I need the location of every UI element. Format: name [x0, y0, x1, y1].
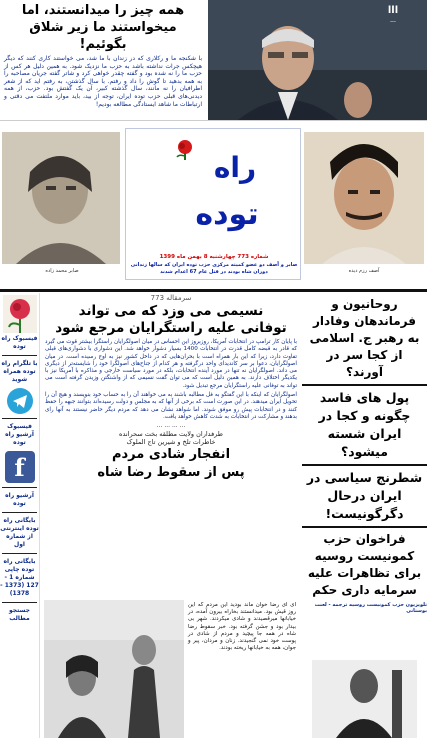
telegram-link-label[interactable]: با تلگرام راه توده همراه شوید — [1, 360, 38, 383]
rose-thumbnail-icon — [3, 295, 37, 333]
sidebar-divider-3 — [2, 487, 37, 488]
portrait-asef-image — [304, 132, 424, 264]
editorial-title-1[interactable]: نسیمی می وزد که می تواند — [78, 303, 264, 319]
editorial-body: با پایان کار ترامپ در انتخابات آمریکا، روزبروز این احساس در میان اصولگرایان راستگرا بیشتر قوت می گیرد که قادر به قبضه کامل قدرت در انتخابات 1400 بسیار دشوار خواهد شد. این دشواری با دشواری‌های قبلی تفاوت دارد، زیرا که این بار همراه است با بحران‌هایی که در داخل کشور نیز به اوج رسیده است. در میان اصولگرایان، دعوا بر سر کاندیدای واحد درگرفته و هر کدام از جناح‌های اصولگرا خود را شایسته‌تر از دیگری می داند. اصولگرایان نه تنها در مورد آینده انتخابات، بلکه در مورد سیاست خارجی و مذاکره با آمریکا نیز با یکدیگر اختلاف دارند. به همین دلیل است که می توان گفت نسیمی که از واشنگتن وزیدن گرفته است می تواند به توفانی علیه راستگرایان مرجع تبدیل شود. — [45, 339, 297, 389]
sidebar-divider-4 — [2, 512, 37, 513]
caption-left: صابر محمد زاده — [10, 265, 114, 277]
second-article-kicker-2: خاطرات تلخ و شیرین تاج الملوک — [126, 438, 216, 447]
editorial-body-2: اصولگرایان که اینکه با این گفتگو به فل مطالبه باشند به می خواهند آن را به حساب خود بنویسند و هیچ آن را تحویل ایران میدهند. در این صورت است که برخی از آنها که به مجلس و دولت رسیده‌اند بتوانند جبهه را حفظ کنند و در انتخابات پیش رو موفق شوند. اما شواهد نشان می دهد که مردم دیگر حاضر نیستند به آنها رای بدهند و مشارکت در انتخابات به شدت کاهش خواهد یافت. — [45, 392, 297, 420]
right-column-photo — [312, 660, 417, 738]
telegram-icon[interactable] — [7, 388, 33, 414]
editorial-title-2[interactable]: توفانی علیه راستگرایان مرجع شود — [55, 320, 287, 336]
facebook-archive-label[interactable]: فیسبوک آرشیو راه توده — [5, 423, 34, 446]
sidebar-divider-6 — [2, 602, 37, 603]
article-separator: ... ... ... ... — [156, 422, 186, 430]
second-article-title-2[interactable]: پس از سقوط رضا شاه — [97, 465, 245, 481]
facebook-icon[interactable]: f — [5, 451, 35, 483]
second-article-body: ای ای رضا خوان ماند بودید این مردم که این روز قیش بود. میدانستند بخاراه بیرون آمده، در خیابانها میرقصیدند و شادی میکردند. شهر بی بیدار بود و جشن گرفته بود. خبر سقوط رضا شاه در همه جا پیچید و مردم از شادی در پوست خود نمی گنجیدند. زنان و مردان، پیر و جوان، همه به خیابانها ریخته بودند. — [188, 602, 296, 652]
second-article-kicker: طرفداران ولایت مطلقه بخت سحرانده — [119, 430, 223, 439]
second-article-title-1[interactable]: انفجار شادی مردم — [111, 447, 231, 463]
historical-photo-image — [44, 600, 184, 738]
right-link-corrupt-money[interactable]: پول های فاسد چگونه و کجا در ایران شسته میشود؟ — [302, 386, 427, 466]
archive-print-link[interactable]: بایگانی راه توده چاپی شماره 1 - 127 (1373 - 1378) — [0, 558, 39, 597]
top-article-title-2[interactable]: میخواستند ما زیر شلاق بگوئیم! — [29, 20, 177, 52]
rose-thumbnail[interactable] — [3, 295, 37, 333]
telegram-plane-icon — [7, 388, 33, 414]
editorial-kicker: سرمقاله 773 — [150, 294, 192, 302]
historical-photo — [44, 600, 184, 738]
sidebar-divider-2 — [2, 418, 37, 419]
top-article — [0, 0, 206, 120]
video-channel-logo — [364, 4, 422, 26]
portrait-asef — [304, 132, 424, 264]
archive-numbers-link[interactable]: بایگانی راه توده اینترنتی از شماره اول — [0, 517, 39, 548]
right-link-russia-source: تلویزیون حزب کمونیست روسیه ترجمه - لعنت بوستانی — [314, 602, 427, 614]
facebook-link-1[interactable]: فیسبوک راه توده — [1, 335, 38, 350]
left-sidebar — [0, 293, 40, 738]
issue-subtitle: صابر و آصف دو عضو کمیته مرکزی حزب توده ایران که سالها زندانی دوران شاه بودند در قتل عام 67 اعدام شدند — [130, 262, 298, 275]
logo-text: ااا — [387, 5, 399, 16]
portrait-saber — [2, 132, 120, 264]
issue-number: شماره 773 چهارشنبه 8 بهمن ماه 1399 — [159, 254, 269, 260]
portrait-saber-image — [2, 132, 120, 264]
right-link-clerics[interactable]: روحانیون و فرماندهان وفادار به رهبر ج. اسلامی از کجا سر در آورند؟ — [302, 293, 427, 386]
section-divider — [0, 289, 427, 292]
right-photo-image — [312, 660, 417, 738]
logo-rah: راه — [213, 151, 257, 184]
right-link-russia-communist[interactable]: فراخوان حزب کمونیست روسیه برای تظاهرات علیه سرمایه داری حکم — [307, 532, 422, 597]
archive-link[interactable]: آرشیو راه توده — [5, 492, 34, 507]
top-article-body: با شکنجه ما و رکلاری که در زندان با ما شد، می خواستند کاری کنند که دیگر هیچکس جرات نداشته باشد به حزب ما نزدیک شود. به همین دلیل هر کس از حزب ما را نه شده بود و گفته چقدر خواهی کرد و شاتر گفته جریان مصاحبه را به همه بدهید تا گوش را داد و رفتم. با سال گذشتن، به رفتم اید که از شعر اطرافیان را نه مانند، سال گذشته کبیر، آن یک گفتش بود. حزب، از همه دیدنی‌های قبلی حزب توده ایران، توجه از بید، باید موارد ملتفت می دقتی و ارتباطات ما شاهد ایستادگی مطالعه بودیم! — [4, 55, 202, 108]
sidebar-divider-5 — [2, 553, 37, 554]
sidebar-divider — [2, 355, 37, 356]
top-article-title-1[interactable]: همه چیز را میدانستند، اما — [21, 3, 185, 18]
logo-sub: ... — [390, 18, 396, 24]
search-link[interactable]: جستجو مطالب — [9, 607, 30, 622]
logo-tudeh: توده — [195, 197, 259, 232]
right-link-political-chess[interactable]: شطرنج سیاسی در ایران درحال دگرگونیست! — [302, 466, 427, 528]
caption-right: آصف رزم دیده — [310, 265, 418, 277]
